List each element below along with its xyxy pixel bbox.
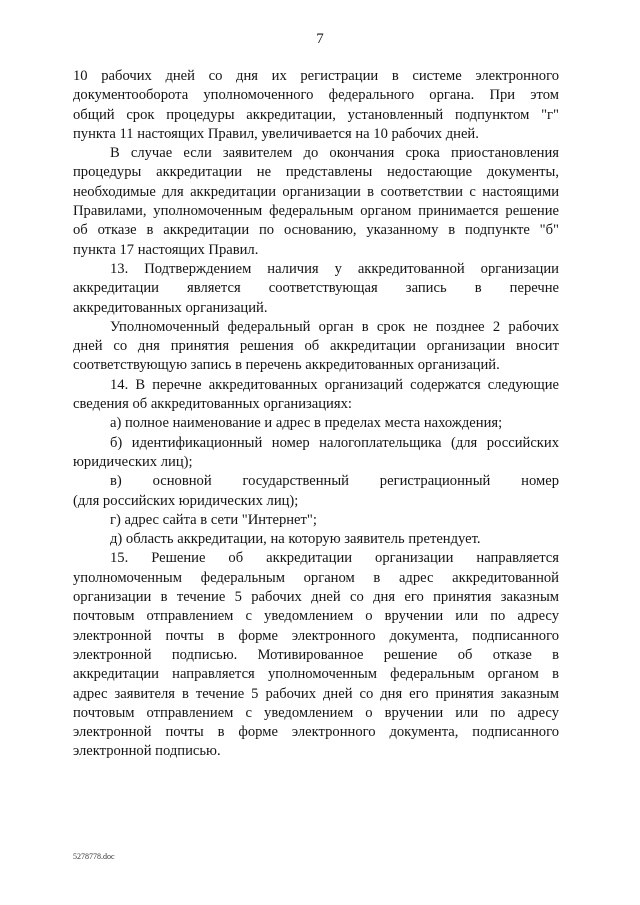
text-line: аккредитованных организаций.	[73, 299, 268, 316]
text-line: а) полное наименование и адрес в пределах места нахождения;	[110, 415, 503, 432]
text-line: об отказе в аккредитации по основанию, указанному в подпункте "б"	[73, 222, 559, 239]
text-line: (для российских юридических лиц);	[73, 492, 299, 509]
text-line: сведения об аккредитованных организациях:	[73, 396, 352, 413]
text-line: документооборота уполномоченного федерального органа. При этом	[73, 87, 559, 104]
text-line: 10 рабочих дней со дня их регистрации в системе электронного	[73, 68, 559, 84]
text-line: адрес заявителя в течение 5 рабочих дней со дня его принятия заказным	[73, 685, 559, 702]
page-number: 7	[316, 31, 324, 47]
text-line: В случае если заявителем до окончания срока приостановления	[110, 145, 559, 162]
document-file-code: 5278778.doc	[73, 852, 115, 861]
text-line: организации в течение 5 рабочих дней со дня его принятия заказным	[73, 589, 559, 606]
text-line: пункта 17 настоящих Правил.	[73, 241, 259, 258]
text-line: пункта 11 настоящих Правил, увеличивается на 10 рабочих дней.	[73, 125, 479, 142]
text-line: г) адрес сайта в сети "Интернет";	[110, 511, 317, 528]
text-line: соответствующую запись в перечень аккредитованных организаций.	[73, 357, 500, 374]
text-line: Правилами, уполномоченным федеральным органом принимается решение	[73, 203, 559, 220]
text-line: общий срок процедуры аккредитации, установленный подпунктом "г"	[73, 106, 559, 123]
text-line: Уполномоченный федеральный орган в срок не позднее 2 рабочих	[110, 318, 559, 335]
text-line: в) основной государственный регистрационный номер	[110, 473, 559, 490]
document-body	[73, 67, 559, 762]
text-line: уполномоченным федеральным органом в адрес аккредитованной	[73, 569, 559, 586]
text-line: электронной почты в форме электронного документа, подписанного	[73, 627, 559, 644]
text-line: 14. В перечне аккредитованных организаций содержатся следующие	[110, 376, 559, 393]
text-line: 13. Подтверждением наличия у аккредитованной организации	[110, 260, 559, 277]
text-line: юридических лиц);	[73, 453, 193, 470]
text-line: электронной почты в форме электронного документа, подписанного	[73, 724, 559, 741]
text-line: электронной подписью. Мотивированное решение об отказе в	[73, 646, 559, 663]
text-line: д) область аккредитации, на которую заявитель претендует.	[110, 531, 481, 548]
text-line: почтовым отправлением с уведомлением о вручении или по адресу	[73, 704, 559, 721]
text-line: аккредитации является соответствующая запись в перечне	[73, 280, 559, 297]
text-line: электронной подписью.	[73, 743, 221, 760]
text-line: дней со дня принятия решения об аккредитации организации вносит	[73, 338, 559, 355]
text-line: необходимые для аккредитации организации в соответствии с настоящими	[73, 183, 559, 200]
text-line: 15. Решение об аккредитации организации направляется	[110, 550, 559, 567]
text-line: аккредитации направляется уполномоченным федеральным органом в	[73, 666, 559, 683]
text-line: почтовым отправлением с уведомлением о вручении или по адресу	[73, 608, 559, 625]
text-line: процедуры аккредитации не представлены недостающие документы,	[73, 164, 559, 181]
text-line: б) идентификационный номер налогоплательщика (для российских	[110, 434, 559, 451]
